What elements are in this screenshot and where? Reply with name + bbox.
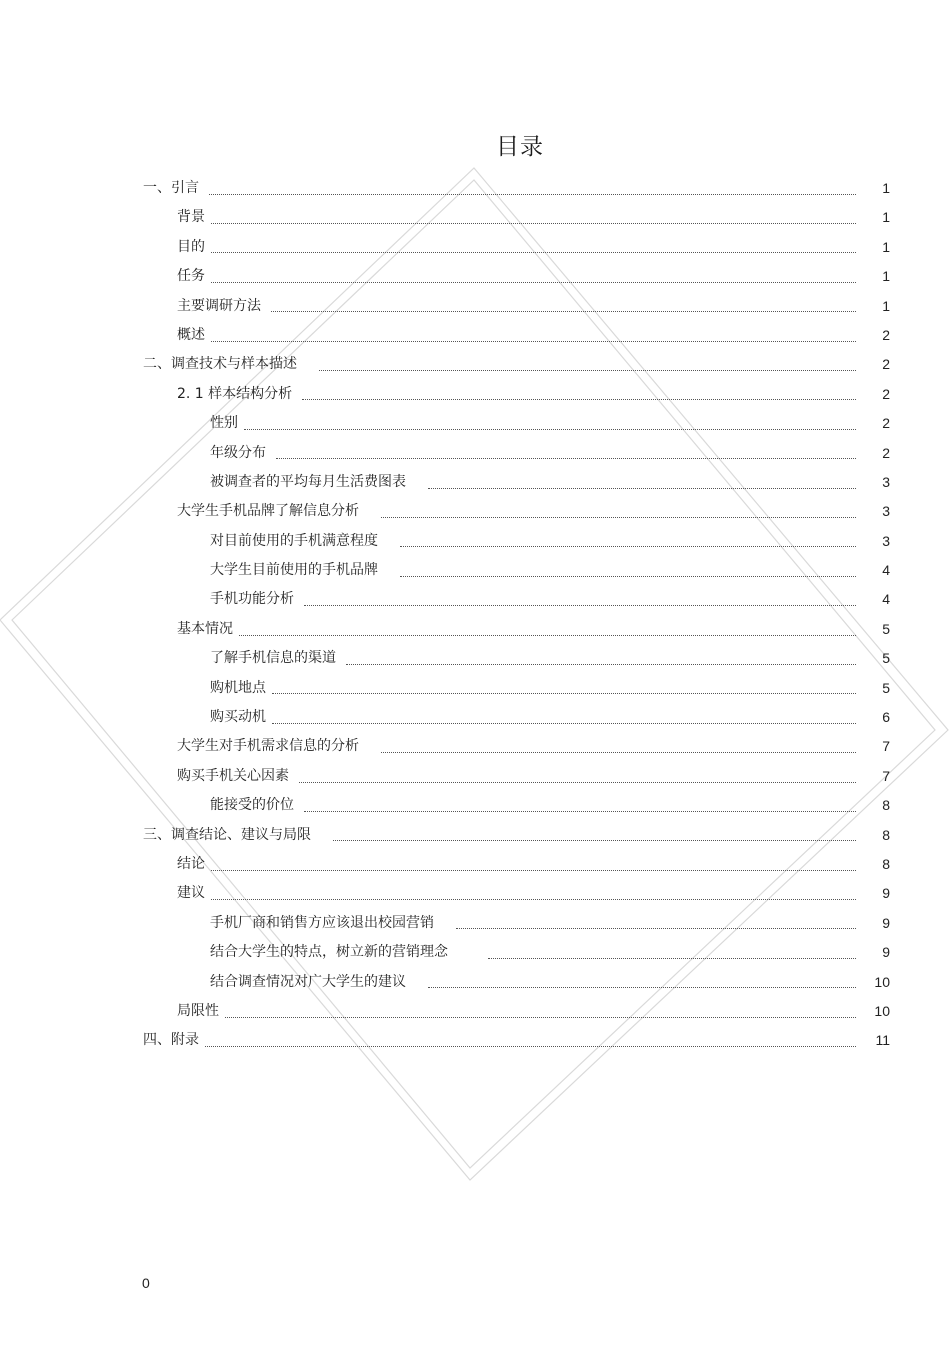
toc-entry-page: 1 <box>882 180 890 196</box>
toc-leader <box>211 898 856 900</box>
toc-entry-label: 建议 <box>177 885 205 902</box>
toc-leader <box>205 1045 856 1047</box>
toc-entry[interactable] <box>0 879 950 908</box>
footer-page-number: 0 <box>142 1275 150 1291</box>
toc-entry-page: 7 <box>882 767 890 784</box>
toc-entry-label: 结合调查情况对广大学生的建议 <box>210 973 406 990</box>
toc-leader <box>211 251 856 253</box>
toc-entry[interactable] <box>0 997 950 1026</box>
toc-entry[interactable] <box>0 409 950 438</box>
toc-entry[interactable] <box>0 556 950 585</box>
toc-entry-label: 手机功能分析 <box>210 591 294 608</box>
toc-entry-label: 大学生手机品牌了解信息分析 <box>177 503 359 520</box>
toc-leader <box>239 634 856 636</box>
toc-entry[interactable] <box>0 350 950 379</box>
toc-entry[interactable] <box>0 292 950 321</box>
toc-entry[interactable] <box>0 615 950 644</box>
toc-entry[interactable] <box>0 674 950 703</box>
toc-entry-label: 局限性 <box>177 1002 219 1019</box>
toc-entry-page: 5 <box>882 650 890 667</box>
toc-entry-page: 8 <box>882 797 890 814</box>
toc-leader <box>302 398 856 400</box>
toc-entry[interactable] <box>0 762 950 791</box>
toc-entry-label: 目的 <box>177 238 205 255</box>
toc-leader <box>333 839 856 841</box>
toc-leader <box>428 986 856 988</box>
toc-entry-label: 一、引言 <box>143 180 199 196</box>
toc-entry-label: 对目前使用的手机满意程度 <box>210 532 378 549</box>
toc-entry[interactable] <box>0 850 950 879</box>
toc-entry[interactable] <box>0 1026 950 1055</box>
toc-entry-page: 5 <box>882 620 890 637</box>
toc-leader <box>211 222 856 224</box>
toc-leader <box>400 545 856 547</box>
toc-entry-page: 5 <box>882 679 890 696</box>
toc-entry-page: 2 <box>882 444 890 461</box>
toc-entry-page: 2 <box>882 415 890 432</box>
toc-entry-page: 10 <box>874 973 890 990</box>
toc-entry-page: 3 <box>882 503 890 520</box>
toc-leader <box>488 957 856 959</box>
toc-entry[interactable] <box>0 233 950 262</box>
toc-entry-page: 1 <box>882 268 890 285</box>
toc-entry-page: 1 <box>882 238 890 255</box>
toc-entry-page: 10 <box>874 1002 890 1019</box>
toc-entry-label: 三、调查结论、建议与局限 <box>143 826 311 843</box>
toc-entry[interactable] <box>0 938 950 967</box>
toc-entry[interactable] <box>0 321 950 350</box>
toc-entry[interactable] <box>0 791 950 820</box>
toc-entry-page: 3 <box>882 473 890 490</box>
toc-entry-page: 9 <box>882 944 890 961</box>
toc-leader <box>211 869 856 871</box>
toc-leader <box>400 575 856 577</box>
toc-entry-page: 2 <box>882 356 890 373</box>
toc-entry-label: 购机地点 <box>210 679 266 696</box>
toc-leader <box>381 516 856 518</box>
toc-entry[interactable] <box>0 644 950 673</box>
toc-leader <box>211 281 856 283</box>
toc-entry-label: 基本情况 <box>177 620 233 637</box>
toc-entry[interactable] <box>0 439 950 468</box>
toc-entry-label: 结合大学生的特点，树立新的营销理念 <box>210 944 448 961</box>
toc-entry[interactable] <box>0 380 950 409</box>
toc-entry[interactable] <box>0 821 950 850</box>
toc-entry-page: 8 <box>882 855 890 872</box>
toc-entry[interactable] <box>0 262 950 291</box>
toc-entry-label: 能接受的价位 <box>210 797 294 814</box>
toc-leader <box>304 604 856 606</box>
toc-entry-label: 购买手机关心因素 <box>177 767 289 784</box>
toc-entry-page: 2 <box>882 385 890 402</box>
toc-entry[interactable] <box>0 174 950 203</box>
toc-leader <box>299 781 856 783</box>
toc-entry-label: 手机厂商和销售方应该退出校园营销 <box>210 914 434 931</box>
toc-entry[interactable] <box>0 909 950 938</box>
toc-entry[interactable] <box>0 585 950 614</box>
toc-leader <box>346 663 856 665</box>
toc-entry-page: 9 <box>882 885 890 902</box>
toc-entry-page: 1 <box>882 209 890 226</box>
toc-entry-label: 结论 <box>177 855 205 872</box>
toc-leader <box>276 457 856 459</box>
toc-leader <box>225 1016 856 1018</box>
toc-entry-page: 3 <box>882 532 890 549</box>
table-of-contents <box>0 174 950 1056</box>
toc-leader <box>272 692 856 694</box>
toc-entry-label: 大学生对手机需求信息的分析 <box>177 738 359 755</box>
toc-entry[interactable] <box>0 468 950 497</box>
toc-entry-label: 背景 <box>177 209 205 226</box>
toc-entry-label: 二、调查技术与样本描述 <box>143 356 297 373</box>
toc-leader <box>272 722 856 724</box>
toc-entry-label: 年级分布 <box>210 444 266 461</box>
toc-entry-page: 7 <box>882 738 890 755</box>
toc-entry-label: 大学生目前使用的手机品牌 <box>210 562 378 579</box>
toc-entry-label: 主要调研方法 <box>177 297 261 314</box>
toc-entry-label: 了解手机信息的渠道 <box>210 650 336 667</box>
toc-entry-label: 概述 <box>177 326 205 343</box>
toc-leader <box>319 369 856 371</box>
toc-leader <box>304 810 856 812</box>
toc-leader <box>209 193 856 195</box>
toc-entry[interactable] <box>0 203 950 232</box>
toc-leader <box>456 927 856 929</box>
toc-entry-label: 四、附录 <box>143 1032 199 1049</box>
toc-entry-label: 被调查者的平均每月生活费图表 <box>210 473 406 490</box>
toc-entry-label: 性别 <box>210 415 238 432</box>
toc-entry-page: 4 <box>882 562 890 579</box>
toc-leader <box>271 310 856 312</box>
toc-leader <box>381 751 856 753</box>
toc-entry-label: 任务 <box>177 268 205 285</box>
toc-entry-label: 购买动机 <box>210 709 266 726</box>
toc-leader <box>211 340 856 342</box>
toc-entry-page: 9 <box>882 914 890 931</box>
toc-entry-page: 11 <box>875 1032 890 1049</box>
page-title: 目录 <box>496 134 544 160</box>
toc-entry-page: 4 <box>882 591 890 608</box>
toc-entry[interactable] <box>0 703 950 732</box>
toc-entry-page: 2 <box>882 326 890 343</box>
toc-entry[interactable] <box>0 968 950 997</box>
toc-entry[interactable] <box>0 732 950 761</box>
toc-leader <box>428 487 856 489</box>
toc-leader <box>244 428 856 430</box>
toc-entry[interactable] <box>0 527 950 556</box>
toc-entry-page: 8 <box>882 826 890 843</box>
toc-entry-label: 2. 1 样本结构分析 <box>177 385 293 402</box>
toc-entry-page: 1 <box>882 297 890 314</box>
toc-entry[interactable] <box>0 497 950 526</box>
toc-entry-page: 6 <box>882 709 890 726</box>
